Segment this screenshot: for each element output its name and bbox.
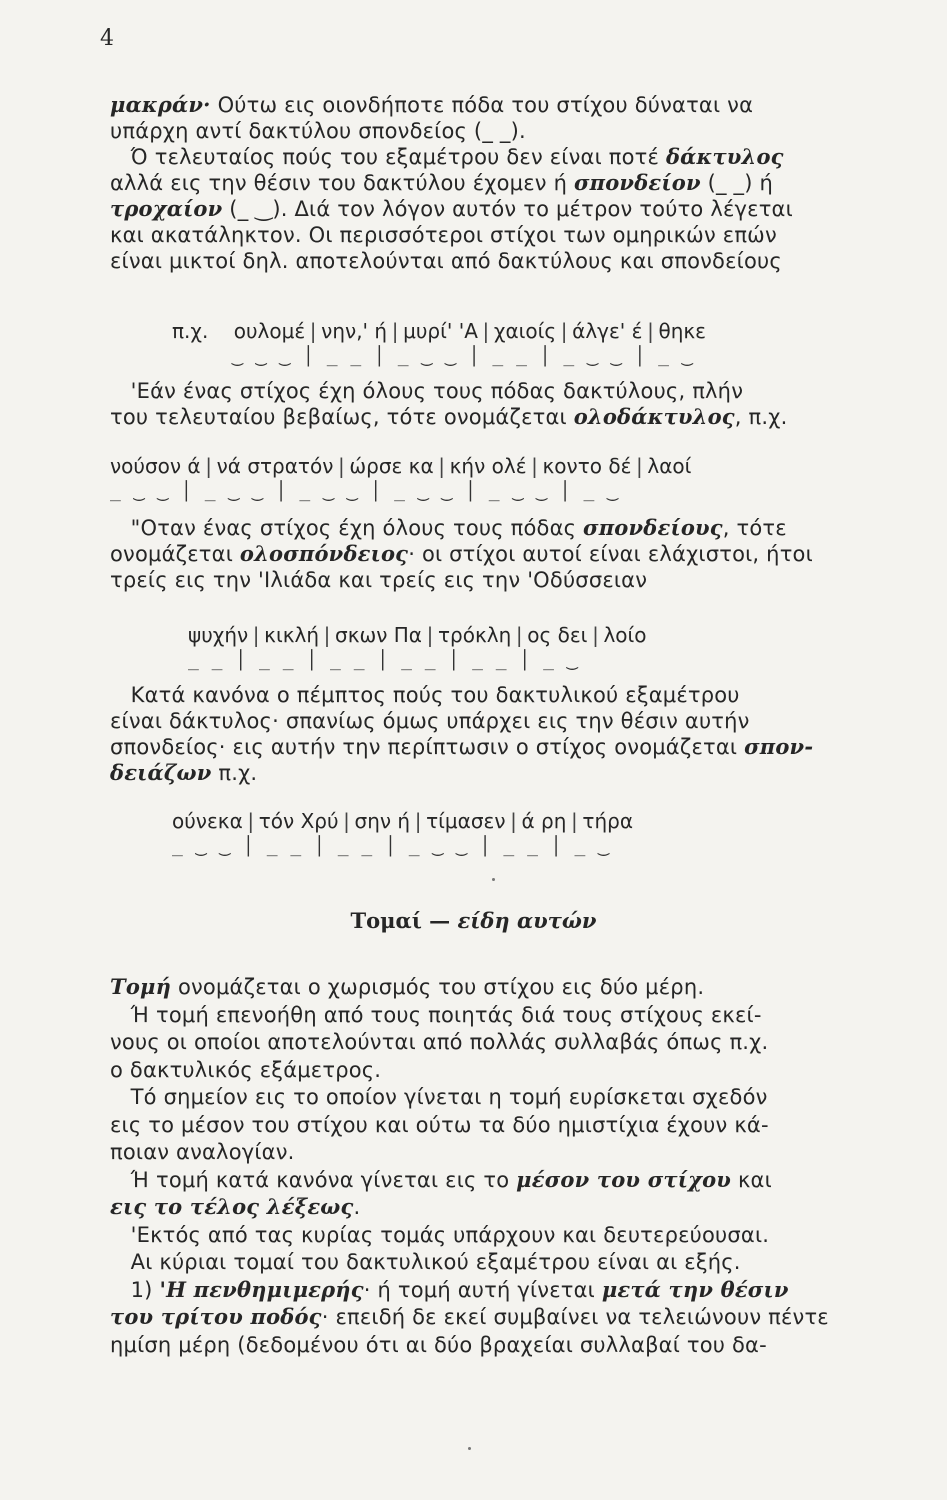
text-line (110, 515, 938, 541)
metrical-foot: τήρα (582, 809, 634, 833)
text-line (110, 974, 938, 1000)
metrical-foot: κικλή (264, 623, 320, 647)
text-run: ποιαν αναλογίαν. (110, 1140, 295, 1164)
text-line (110, 1194, 938, 1220)
text-run: Ή τομή κατά κανόνα γίνεται εις το (110, 1167, 517, 1192)
text-line (110, 248, 938, 274)
text-run: (_ _) ή (700, 171, 774, 195)
emphasis-term: δειάζων (110, 760, 212, 785)
metrical-foot: ά ρη (521, 809, 567, 833)
text-run: 'Εάν ένας στίχος έχη όλους τους πόδας δακτύλους, πλήν (110, 379, 744, 403)
meter-scansion: _ ‿ ‿ │ _ _ │ _ _ │ _ ‿ ‿ │ _ _ │ _ ‿ (172, 836, 610, 857)
emphasis-term: ολοδάκτυλος (573, 404, 735, 429)
metrical-foot: νά στρατόν (216, 454, 334, 478)
emphasis-term: εις το τέλος λέξεως (110, 1194, 354, 1219)
text-line (110, 1332, 938, 1358)
text-line (110, 1029, 938, 1055)
foot-divider: | (592, 623, 599, 647)
text-line (110, 760, 938, 786)
emphasis-term: του τρίτου ποδός (110, 1304, 322, 1329)
text-run: "Οταν ένας στίχος έχη όλους τους πόδας (110, 516, 584, 540)
text-run: (_ ‿). Διά τον λόγον αυτόν το μέτρον τούτο λέγεται (222, 197, 793, 221)
metrical-foot: νην,' ή (321, 319, 388, 343)
verse-example (172, 318, 706, 344)
emphasis-term: τροχαίον (110, 196, 223, 221)
foot-divider: | (205, 454, 212, 478)
text-run: Τό σημείον εις το οποίον γίνεται η τομή ευρίσκεται σχεδόν (110, 1085, 768, 1109)
emphasis-term: σπον- (744, 734, 814, 759)
foot-divider: | (482, 319, 490, 343)
metrical-foot: ος δει (527, 623, 588, 647)
text-line (110, 378, 938, 404)
emphasis-term: 'Η πενθημιμερής (159, 1276, 364, 1302)
text-run: εις το μέσον του στίχου και ούτω τα δύο ημιστίχια έχουν κά- (110, 1112, 769, 1137)
text-run: 1) (110, 1277, 160, 1302)
print-speck (468, 1447, 471, 1450)
text-run: σπονδείος· εις αυτήν την περίπτωσιν ο στίχος ονομάζεται (110, 735, 745, 759)
text-line (110, 567, 938, 593)
foot-divider: | (636, 454, 643, 478)
metrical-foot: κοντο δέ (542, 454, 632, 478)
meter-scansion: _ ‿ ‿ │ _ ‿ ‿ │ _ ‿ ‿ │ _ ‿ ‿ │ _ ‿ ‿ │ _ ‿ (110, 481, 619, 502)
foot-divider: | (531, 454, 538, 478)
text-line (110, 118, 938, 144)
emphasis-term: δάκτυλος (665, 144, 784, 169)
text-run: ονομάζεται ο χωρισμός του στίχου εις δύο μέρη. (171, 975, 705, 999)
text-run: είναι μικτοί δηλ. αποτελούνται από δακτύλους και σπονδείους (110, 249, 782, 273)
foot-divider: | (515, 623, 523, 647)
section-heading (0, 908, 947, 933)
text-run: Κατά κανόνα ο πέμπτος πούς του δακτυλικού εξαμέτρου (110, 683, 740, 707)
foot-divider: | (323, 623, 331, 647)
text-run: . (353, 1195, 361, 1219)
text-run: και (731, 1167, 772, 1192)
text-run: · επειδή δε εκεί συμβαίνει να τελειώνουν πέντε (321, 1305, 829, 1329)
text-run: αλλά εις την θέσιν του δακτύλου έχομεν ή (110, 171, 574, 195)
foot-divider: | (426, 623, 434, 647)
metrical-foot: ψυχήν (188, 623, 249, 647)
foot-divider: | (571, 809, 578, 833)
foot-divider: | (338, 454, 345, 478)
text-line (110, 1167, 938, 1193)
page-number: 4 (100, 26, 114, 51)
metrical-foot: λοίο (603, 623, 647, 647)
text-line (110, 1277, 938, 1303)
text-line (110, 1112, 938, 1138)
metrical-foot: τόν Χρύ (258, 809, 339, 833)
text-run: 'Εκτός από τας κυρίας τομάς υπάρχουν και δευτερεύουσαι. (110, 1222, 770, 1247)
emphasis-term: μέσον του στίχου (516, 1166, 732, 1192)
text-line (110, 196, 938, 222)
text-line (110, 1249, 938, 1275)
text-line (110, 222, 938, 248)
metrical-foot: ώρσε κα (349, 454, 434, 478)
heading-subtitle: είδη αυτών (457, 908, 597, 933)
verse-example (110, 453, 691, 479)
text-run: · οι στίχοι αυτοί είναι ελάχιστοι, ήτοι (408, 542, 813, 566)
text-run: ημίση μέρη (δεδομένου ότι αι δύο βραχείαι συλλαβαί του δα- (110, 1332, 767, 1357)
meter-scansion: _ _ │ _ _ │ _ _ │ _ _ │ _ _ │ _ ‿ (188, 650, 579, 671)
emphasis-term: μετά την θέσιν (601, 1276, 789, 1302)
text-line (110, 708, 938, 734)
text-line (110, 170, 938, 196)
text-line (110, 541, 938, 567)
text-line (110, 682, 938, 708)
text-run: του τελευταίου βεβαίως, τότε ονομάζεται (110, 405, 574, 429)
text-run: τρείς εις την 'Ιλιάδα και τρείς εις την 'Οδύσσειαν (110, 568, 648, 592)
text-line (110, 144, 938, 170)
text-run: , π.χ. (734, 405, 788, 429)
foot-divider: | (252, 623, 260, 647)
text-run: υπάρχη αντί δακτύλου σπονδείος (_ _). (110, 119, 526, 143)
text-run: , τότε (722, 516, 787, 540)
text-run: ο δακτυλικός εξάμετρος. (110, 1057, 382, 1082)
text-run: Ούτω εις οιονδήποτε πόδα του στίχου δύναται να (210, 93, 754, 117)
foot-divider: | (414, 809, 422, 833)
foot-divider: | (309, 319, 317, 343)
text-line (110, 92, 938, 118)
metrical-foot: ούνεκα (172, 809, 243, 833)
text-run: Ό τελευταίος πούς του εξαμέτρου δεν είναι ποτέ (110, 145, 666, 169)
text-run: ονομάζεται (110, 542, 240, 566)
emphasis-term: ολοσπόνδειος (239, 541, 409, 566)
text-line (110, 1002, 938, 1028)
text-run: · ή τομή αυτή γίνεται (363, 1277, 602, 1302)
text-line (110, 1139, 938, 1165)
foot-divider: | (247, 809, 255, 833)
meter-scansion: ‿ ‿ ‿ │ _ _ │ _ ‿ ‿ │ _ _ │ _ ‿ ‿ │ _ ‿ (232, 346, 694, 367)
foot-divider: | (391, 319, 399, 343)
metrical-foot: χαιοίς (493, 319, 557, 343)
metrical-foot: μυρί' 'Α (403, 319, 478, 343)
text-line (110, 1084, 938, 1110)
metrical-foot: σκων Πα (335, 623, 422, 647)
metrical-foot: νούσον ά (110, 454, 201, 478)
text-line (110, 734, 938, 760)
text-line (110, 1222, 938, 1248)
foot-divider: | (510, 809, 517, 833)
foot-divider: | (343, 809, 350, 833)
metrical-foot: τρόκλη (438, 623, 512, 647)
text-run: νους οι οποίοι αποτελούνται από πολλάς συλλαβάς όπως π.χ. (110, 1030, 769, 1054)
text-run: και ακατάληκτον. Οι περισσότεροι στίχοι των ομηρικών επών (110, 223, 777, 247)
text-run: Αι κύριαι τομαί του δακτυλικού εξαμέτρου είναι αι εξής. (110, 1250, 741, 1274)
verse-example (172, 808, 633, 834)
foot-divider: | (560, 319, 568, 343)
metrical-foot: σην ή (354, 809, 411, 833)
text-line (110, 1057, 938, 1083)
print-speck (492, 878, 495, 881)
foot-divider: | (438, 454, 446, 478)
text-line (110, 404, 938, 430)
text-run: Ή τομή επενοήθη από τους ποιητάς διά τους στίχους εκεί- (110, 1002, 762, 1027)
metrical-foot: θηκε (658, 319, 706, 343)
metrical-foot: λαοί (647, 454, 692, 478)
emphasis-term: σπονδείον (573, 170, 701, 195)
metrical-foot: κήν ολέ (449, 454, 527, 478)
text-run: είναι δάκτυλος· σπανίως όμως υπάρχει εις την θέσιν αυτήν (110, 709, 750, 733)
verse-example (188, 622, 647, 648)
foot-divider: | (647, 319, 654, 343)
heading-dash: — (421, 908, 458, 933)
heading-main: Τομαί (350, 908, 422, 933)
metrical-foot: ουλομέ (233, 319, 306, 343)
emphasis-term: Τομή (110, 974, 172, 999)
emphasis-term: σπονδείους (583, 515, 723, 540)
text-run: π.χ. (211, 761, 258, 785)
verse-prefix: π.χ. (172, 319, 234, 343)
metrical-foot: άλγε' έ (572, 319, 643, 343)
text-line (110, 1304, 938, 1330)
metrical-foot: τίμασεν (426, 809, 506, 833)
emphasis-term: μακράν· (110, 92, 211, 117)
